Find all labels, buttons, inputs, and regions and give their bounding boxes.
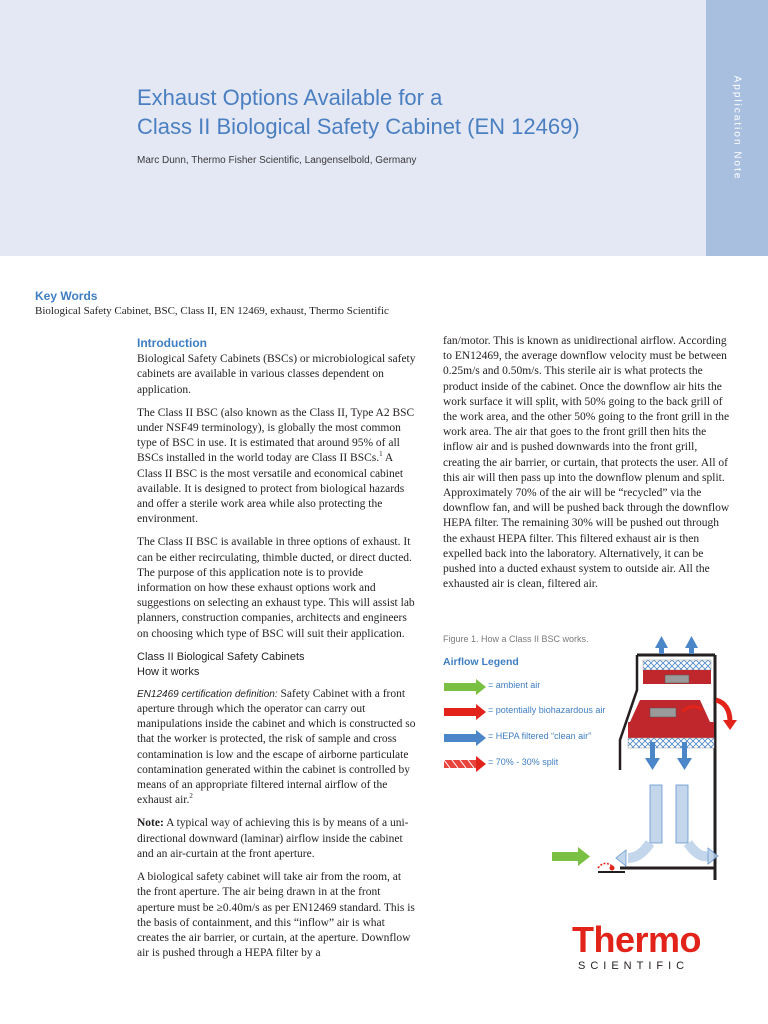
work-area-airflow bbox=[616, 785, 718, 866]
legend-label-hepa: = HEPA filtered “clean air” bbox=[488, 731, 592, 741]
intro-paragraph-3: The Class II BSC is available in three options of exhaust. It can be either recirculating, thimble ducted, or direct ducted. The purpose of this application note is to provide information on how these exhaust options work and suggestions on selecting an exhaust type. This will assist lab planners, construction companies, architects and engineers on choosing which type of BSC will suit their application. bbox=[137, 536, 415, 640]
keywords-text: Biological Safety Cabinet, BSC, Class II, EN 12469, exhaust, Thermo Scientific bbox=[35, 305, 389, 317]
keywords-heading: Key Words bbox=[35, 289, 98, 303]
scientific-logotype: SCIENTIFIC bbox=[578, 960, 690, 972]
exhaust-arrows bbox=[655, 636, 698, 654]
intro-heading: Introduction bbox=[137, 336, 207, 350]
intro-paragraph-1: Biological Safety Cabinets (BSCs) or microbiological safety cabinets are available in various classes dependent on application. bbox=[137, 353, 416, 396]
inflow-arrow bbox=[552, 847, 615, 871]
right-column bbox=[443, 334, 733, 600]
right-paragraph-1: fan/motor. This is known as unidirectional airflow. According to EN12469, the average downflow velocity must be between 0.25m/s and 0.50m/s. This sterile air is what protects the product inside of the cabinet. Once the downflow air hits the work surface it will split, with 50% going to the back grill of the work area, and the other 50% going to the front grill in the work area. The air that goes to the front grill then hits the inflow air and is pushed downwards into the front grill, creating the air barrier, or curtain, that protects the user. All of this air will then pass up into the downflow plenum and split. Approximately 70% of the air will be “recycled” via the downflow fan, and will be pushed back through the downflow HEPA filter. The remaining 30% will be pushed out through the exhaust HEPA filter. This filtered exhaust air is then expelled back into the laboratory. Alternatively, it can be pushed into a ducted exhaust system to outside air. All the exhausted air is clean, filtered air. bbox=[443, 335, 730, 591]
legend-arrow-split bbox=[444, 756, 486, 772]
legend-arrow-ambient bbox=[444, 679, 486, 695]
legend-arrow-hepa bbox=[444, 730, 486, 746]
note-text: A typical way of achieving this is by means of a uni-directional downward (laminar) airflow inside the cabinet and an air-curtain at the front aperture. bbox=[137, 817, 409, 860]
intro-paragraph-2 bbox=[137, 406, 417, 528]
legend-title: Airflow Legend bbox=[443, 656, 519, 668]
legend-label-split: = 70% - 30% split bbox=[488, 757, 559, 767]
note-paragraph bbox=[137, 816, 417, 862]
page-title bbox=[137, 83, 697, 141]
exhaust-hepa-filter bbox=[643, 660, 711, 684]
footnote-ref-1: 1 bbox=[379, 450, 383, 459]
section-title: Class II Biological Safety Cabinets bbox=[137, 650, 305, 663]
p2-text: The Class II BSC (also known as the Class II, Type A2 BSC under NSF49 terminology), is globally the most common type of BSC in use. It is estimated that around 95% of all BSCs installed in the world today are Class II BSCs. bbox=[137, 406, 415, 465]
figure-caption: Figure 1. How a Class II BSC works. bbox=[443, 634, 589, 644]
note-label: Note: bbox=[137, 817, 164, 830]
title-line-2: Class II Biological Safety Cabinet (EN 12469) bbox=[137, 114, 580, 139]
left-column bbox=[137, 336, 417, 969]
legend-label-ambient: = ambient air bbox=[488, 680, 541, 690]
definition-text: Safety Cabinet with a front aperture through which the operator can carry out manipulations inside the cabinet and which is constructed so that the worker is protected, the risk of sample and cross contamination is low and the escape of airborne particulate contamination generated within the cabinet is controlled by means of an appropriate filtered internal airflow of the exhaust air. bbox=[137, 687, 416, 807]
legend-label-biohazard: = potentially biohazardous air bbox=[488, 705, 606, 715]
downflow-hepa-filter bbox=[628, 722, 714, 748]
p2-text-cont: A Class II BSC is the most versatile and economical cabinet available. It is designed to protect from biological hazards and offer a sterile work area while also protecting the environment. bbox=[137, 452, 405, 526]
title-line-1: Exhaust Options Available for a bbox=[137, 85, 443, 110]
legend-arrow-biohazard bbox=[444, 704, 486, 720]
definition-paragraph bbox=[137, 687, 417, 809]
definition-label: EN12469 certification definition: bbox=[137, 688, 278, 700]
bsc-airflow-diagram bbox=[440, 630, 740, 890]
cabinet-body bbox=[598, 655, 715, 880]
section-subtitle: How it works bbox=[137, 665, 200, 678]
section-heading bbox=[137, 650, 417, 680]
footnote-ref-2: 2 bbox=[189, 792, 193, 801]
author-line: Marc Dunn, Thermo Fisher Scientific, Langenselbold, Germany bbox=[137, 155, 417, 166]
airflow-paragraph: A biological safety cabinet will take air from the room, at the front aperture. The air being drawn in at the front aperture must be ≥0.40m/s as per EN12469 standard. This is the basis of containment, and this “inflow” air is what creates the air barrier, or curtain, at the aperture. Downflow air is pushed through a HEPA filter by a bbox=[137, 871, 415, 960]
side-tab-label: Application Note bbox=[731, 75, 743, 181]
thermo-logo: Thermo bbox=[572, 919, 702, 960]
